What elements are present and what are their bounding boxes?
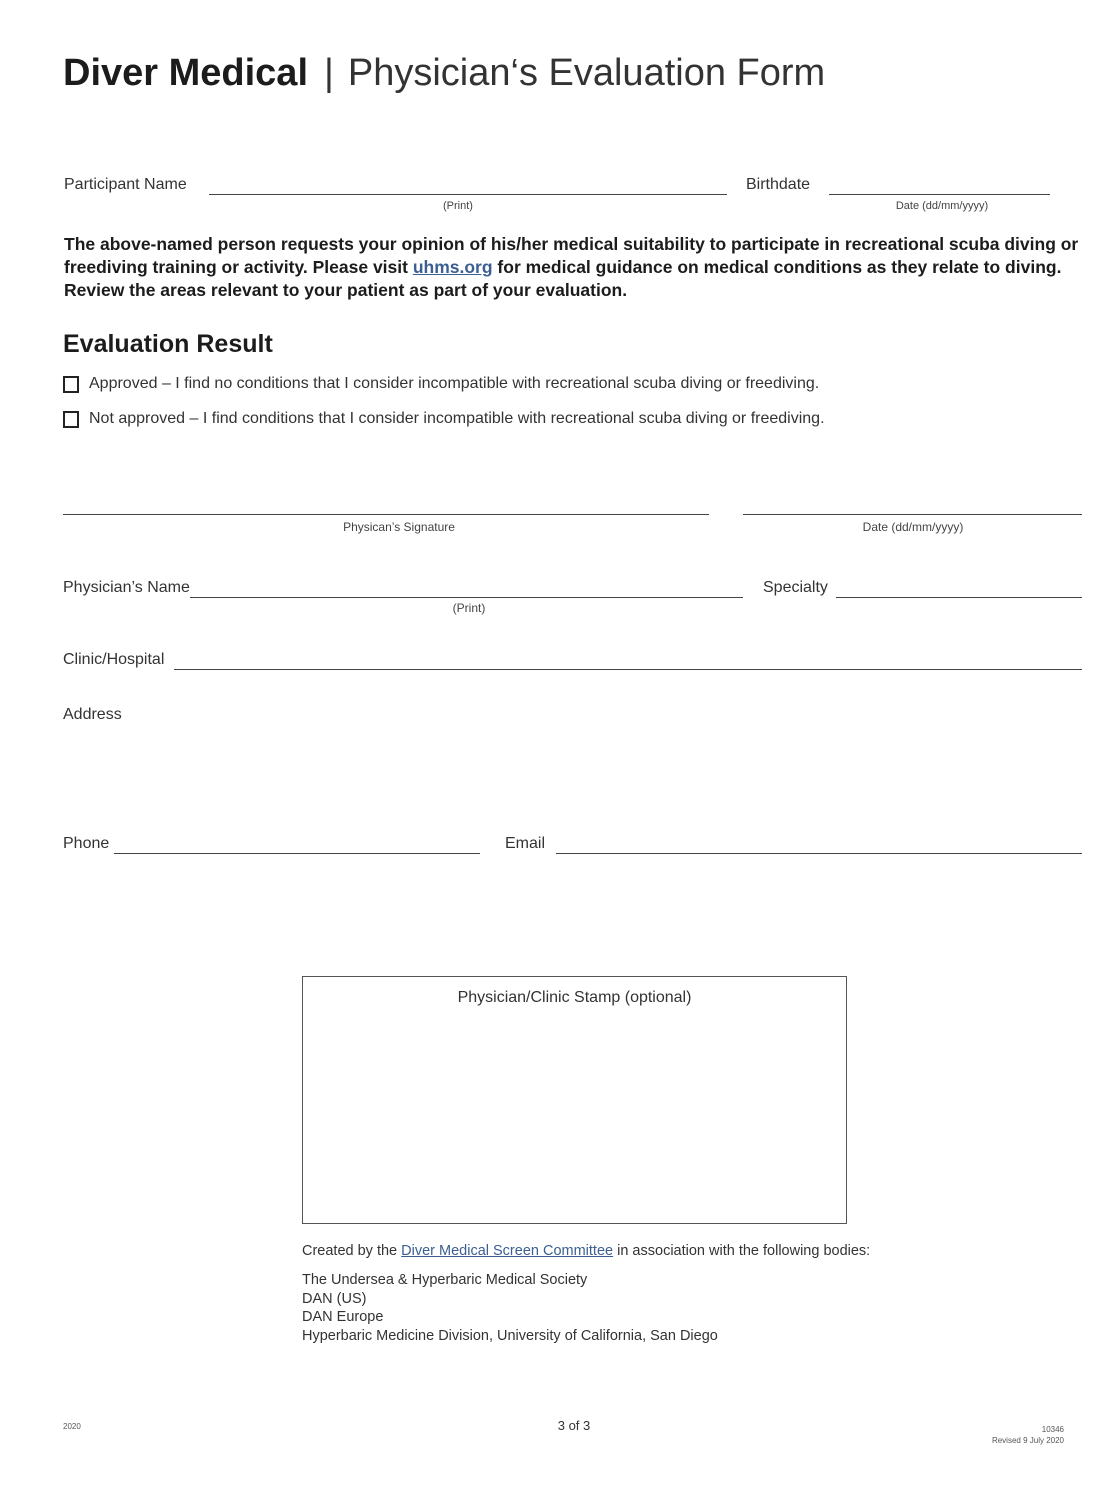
revision-date: Revised 9 July 2020 — [991, 1436, 1064, 1445]
address-field[interactable] — [130, 700, 1082, 785]
participant-name-hint: (Print) — [443, 200, 473, 212]
specialty-field[interactable] — [836, 577, 1082, 598]
document-code: 10346 — [1041, 1425, 1064, 1434]
address-label: Address — [63, 706, 122, 723]
birthdate-label: Birthdate — [746, 176, 811, 193]
page-number: 3 of 3 — [557, 1418, 591, 1433]
signature-date-hint: Date (dd/mm/yyyy) — [862, 520, 964, 534]
approved-label: Approved – I find no conditions that I consider incompatible with recreational scuba diving or freediving. — [89, 375, 820, 392]
title-separator: | — [324, 52, 334, 94]
evaluation-result-heading: Evaluation Result — [63, 330, 273, 358]
not-approved-option[interactable] — [63, 410, 825, 428]
associated-bodies-list — [302, 1271, 718, 1345]
email-label: Email — [505, 835, 546, 852]
title-form-name: Physician‘s Evaluation Form — [347, 52, 826, 94]
intro-text-before: The above-named person requests your opinion of his/her medical suitability to participate in recreational scuba diving or freediving training or activity. Please visit — [64, 234, 1079, 277]
stamp-box — [302, 976, 847, 1224]
physician-name-field[interactable] — [190, 577, 743, 598]
title-diver-medical: Diver Medical — [63, 52, 308, 94]
body-item: DAN (US) — [302, 1290, 367, 1307]
birthdate-hint: Date (dd/mm/yyyy) — [895, 200, 989, 212]
birthdate-field[interactable] — [829, 174, 1050, 195]
uhms-link[interactable]: uhms.org — [412, 257, 493, 277]
stamp-label: Physician/Clinic Stamp (optional) — [457, 989, 692, 1006]
body-item: The Undersea & Hyperbaric Medical Society — [302, 1272, 588, 1288]
approved-checkbox[interactable] — [63, 376, 79, 393]
physician-name-label: Physician’s Name — [63, 579, 190, 596]
not-approved-label: Not approved – I find conditions that I consider incompatible with recreational scuba diving or freediving. — [89, 410, 825, 427]
phone-field[interactable] — [114, 833, 480, 854]
signature-date-line[interactable] — [743, 514, 1082, 515]
body-item: DAN Europe — [302, 1309, 384, 1326]
approved-option[interactable] — [63, 375, 819, 393]
created-by-line — [302, 1243, 870, 1259]
clinic-hospital-label: Clinic/Hospital — [63, 651, 165, 668]
committee-link[interactable]: Diver Medical Screen Committee — [401, 1243, 614, 1259]
specialty-label: Specialty — [763, 579, 828, 596]
participant-name-field[interactable] — [209, 174, 727, 195]
created-by-before: Created by the — [302, 1243, 402, 1259]
intro-paragraph — [64, 233, 1079, 302]
not-approved-checkbox[interactable] — [63, 411, 79, 428]
clinic-hospital-field[interactable] — [174, 649, 1082, 670]
physician-name-hint: (Print) — [452, 601, 486, 615]
email-field[interactable] — [556, 833, 1082, 854]
created-by-after: in association with the following bodies: — [613, 1243, 871, 1259]
participant-name-label: Participant Name — [64, 176, 187, 193]
phone-label: Phone — [63, 835, 110, 852]
physician-signature-line[interactable] — [63, 514, 709, 515]
page-title — [63, 52, 825, 95]
body-item: Hyperbaric Medicine Division, University of California, San Diego — [302, 1327, 718, 1344]
intro-text-after: for medical guidance on medical conditions as they relate to diving. Review the areas relevant to your patient as part of your evaluation. — [64, 257, 1062, 300]
physician-signature-hint: Physican’s Signature — [343, 520, 455, 534]
footer-year: 2020 — [63, 1422, 81, 1431]
